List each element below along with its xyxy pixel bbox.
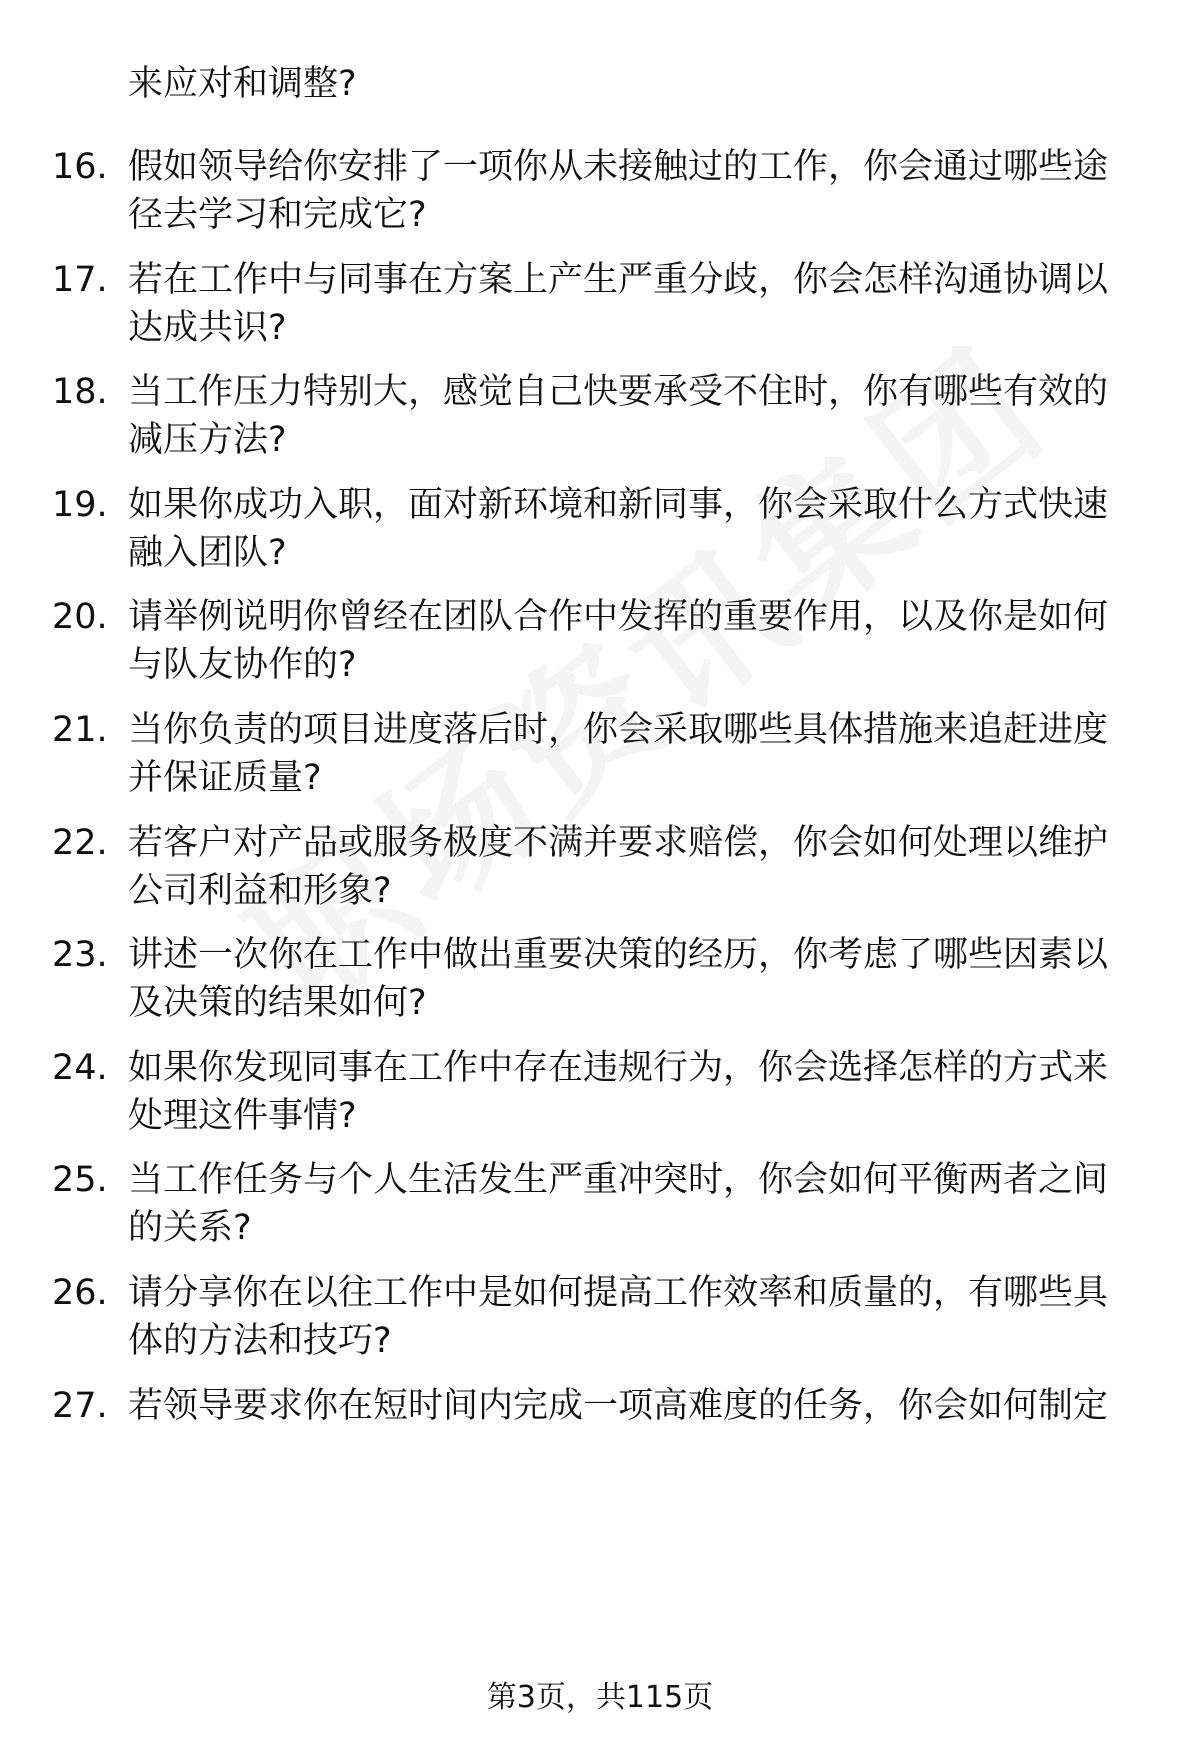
question-text: 当工作压力特别大，感觉自己快要承受不住时，你有哪些有效的减压方法? — [128, 372, 1109, 461]
question-number: 22. — [52, 822, 108, 863]
question-item — [0, 819, 1200, 932]
question-number: 16. — [52, 147, 108, 187]
question-item — [0, 706, 1200, 819]
question-text: 当工作任务与个人生活发生严重冲突时，你会如何平衡两者之间的关系? — [128, 1160, 1109, 1249]
question-text: 讲述一次你在工作中做出重要决策的经历，你考虑了哪些因素以及决策的结果如何? — [128, 935, 1109, 1024]
question-text: 假如领导给你安排了一项你从未接触过的工作，你会通过哪些途径去学习和完成它? — [128, 147, 1109, 235]
question-number: 20. — [52, 597, 108, 638]
question-number: 21. — [52, 709, 108, 750]
question-text: 如果你发现同事在工作中存在违规行为，你会选择怎样的方式来处理这件事情? — [128, 1047, 1109, 1136]
question-item — [0, 593, 1200, 706]
question-text: 请举例说明你曾经在团队合作中发挥的重要作用，以及你是如何与队友协作的? — [128, 597, 1109, 686]
question-text: 若在工作中与同事在方案上产生严重分歧，你会怎样沟通协调以达成共识? — [128, 259, 1109, 348]
question-number: 27. — [52, 1385, 108, 1426]
question-list — [0, 143, 1200, 1494]
question-item — [0, 1156, 1200, 1269]
question-item — [0, 368, 1200, 481]
question-number: 17. — [52, 259, 108, 300]
question-number: 26. — [52, 1272, 108, 1313]
question-item — [0, 931, 1200, 1044]
question-text: 如果你成功入职，面对新环境和新同事，你会采取什么方式快速融入团队? — [128, 484, 1109, 573]
question-text: 当你负责的项目进度落后时，你会采取哪些具体措施来追赶进度并保证质量? — [128, 709, 1109, 798]
question-number: 23. — [52, 935, 108, 976]
question-item — [0, 1269, 1200, 1382]
question-item — [0, 143, 1200, 256]
question-text: 请分享你在以往工作中是如何提高工作效率和质量的，有哪些具体的方法和技巧? — [128, 1272, 1109, 1361]
question-number: 19. — [52, 484, 108, 525]
page-footer: 第3页，共115页 — [486, 1680, 714, 1715]
question-text: 若领导要求你在短时间内完成一项高难度的任务，你会如何制定 — [128, 1385, 1109, 1426]
question-item — [0, 256, 1200, 369]
question-number: 24. — [52, 1047, 108, 1088]
question-number: 25. — [52, 1160, 108, 1201]
question-number: 18. — [52, 372, 108, 413]
question-item — [0, 1382, 1200, 1495]
continued-question-text: 来应对和调整? — [128, 64, 357, 104]
question-text: 若客户对产品或服务极度不满并要求赔偿，你会如何处理以维护公司利益和形象? — [128, 822, 1109, 911]
question-item — [0, 1044, 1200, 1157]
question-item — [0, 481, 1200, 594]
